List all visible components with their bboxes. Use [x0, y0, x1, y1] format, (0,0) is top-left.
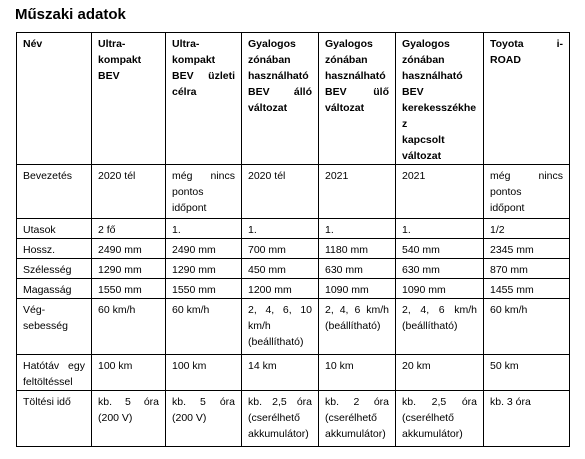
cell-line: 1290 mm [98, 264, 142, 276]
table-cell [484, 259, 570, 279]
table-cell [242, 279, 319, 299]
cell-line: akkumulátor) [325, 428, 386, 440]
table-header-row [17, 33, 570, 165]
cell-line: 2, 4, 6, 10 [248, 304, 312, 316]
cell-text [248, 302, 312, 350]
table-cell [166, 355, 242, 391]
column-header [242, 33, 319, 165]
cell-text [98, 302, 159, 318]
cell-text [23, 262, 85, 278]
cell-line: Gyalogos [402, 38, 450, 50]
cell-line: 1090 mm [325, 284, 369, 296]
table-cell [166, 391, 242, 447]
cell-text [23, 222, 85, 238]
cell-line: 2345 mm [490, 244, 534, 256]
cell-text [325, 394, 389, 442]
cell-line: Utasok [23, 224, 56, 236]
cell-text [172, 358, 235, 374]
cell-text [248, 242, 312, 258]
cell-text [98, 222, 159, 238]
cell-line: változat [402, 150, 442, 162]
cell-text [325, 358, 389, 374]
cell-line: 870 mm [490, 264, 528, 276]
cell-text [490, 282, 563, 298]
cell-text [172, 242, 235, 258]
table-row [17, 165, 570, 219]
cell-line: 2020 tél [98, 170, 136, 182]
cell-line: BEV álló [248, 86, 312, 98]
cell-text [98, 168, 159, 184]
table-cell [396, 165, 484, 219]
table-cell [484, 279, 570, 299]
cell-line: zónában [248, 54, 291, 66]
cell-text [23, 394, 85, 410]
cell-text [325, 36, 389, 116]
cell-line: pontos [172, 186, 204, 198]
cell-text [325, 222, 389, 238]
table-cell [242, 219, 319, 239]
cell-text [248, 282, 312, 298]
cell-line: 1455 mm [490, 284, 534, 296]
cell-line: BEV [98, 70, 120, 82]
cell-line: 1180 mm [325, 244, 368, 256]
cell-text [490, 394, 563, 410]
cell-line: (beállítható) [325, 320, 381, 332]
column-header [396, 33, 484, 165]
cell-text [248, 358, 312, 374]
cell-line: kapcsolt [402, 134, 445, 146]
cell-line: kb. 2,5 óra [248, 396, 312, 408]
cell-text [490, 222, 563, 238]
cell-line: kb. 5 óra [98, 396, 159, 408]
cell-line: 2, 4, 6 km/h [402, 304, 477, 316]
cell-text [248, 222, 312, 238]
cell-line: célra [172, 86, 197, 98]
cell-line: (200 V) [172, 412, 207, 424]
cell-text [23, 36, 85, 52]
row-label [17, 355, 92, 391]
table-cell [396, 219, 484, 239]
cell-line: Toyota i- [490, 38, 563, 50]
cell-line: használható [325, 70, 386, 82]
cell-text [172, 168, 235, 216]
table-cell [242, 299, 319, 355]
cell-line: km/h [248, 320, 271, 332]
cell-line: használható [248, 70, 309, 82]
cell-text [402, 302, 477, 334]
cell-line: pontos [490, 186, 522, 198]
table-cell [484, 219, 570, 239]
cell-line: feltöltéssel [23, 376, 73, 388]
column-header [92, 33, 166, 165]
cell-line: 2490 mm [98, 244, 142, 256]
table-cell [319, 299, 396, 355]
table-cell [484, 165, 570, 219]
table-cell [484, 239, 570, 259]
table-cell [242, 259, 319, 279]
cell-text [402, 394, 477, 442]
cell-line: Bevezetés [23, 170, 73, 182]
table-cell [319, 391, 396, 447]
cell-text [325, 282, 389, 298]
cell-text [172, 222, 235, 238]
table-cell [242, 391, 319, 447]
cell-text [172, 36, 235, 100]
cell-line: 630 mm [402, 264, 440, 276]
cell-line: 100 km [98, 360, 133, 372]
cell-line: Gyalogos [248, 38, 296, 50]
cell-line: BEV üzleti [172, 70, 235, 82]
table-row [17, 299, 570, 355]
cell-text [23, 302, 85, 334]
table-cell [396, 299, 484, 355]
cell-line: BEV ülő [325, 86, 389, 98]
cell-line: Magasság [23, 284, 72, 296]
cell-line: 50 km [490, 360, 519, 372]
page-title: Műszaki adatok [15, 6, 126, 23]
cell-line: (200 V) [98, 412, 133, 424]
table-cell [319, 259, 396, 279]
cell-line: kb. 5 óra [172, 396, 235, 408]
cell-text [325, 168, 389, 184]
table-cell [319, 355, 396, 391]
cell-line: (beállítható) [248, 336, 304, 348]
cell-line: még nincs [172, 170, 235, 182]
cell-text [490, 262, 563, 278]
row-label [17, 259, 92, 279]
cell-text [172, 394, 235, 426]
cell-line: 450 mm [248, 264, 286, 276]
cell-line: 540 mm [402, 244, 440, 256]
cell-line: BEV [402, 86, 424, 98]
table-cell [166, 279, 242, 299]
cell-text [402, 282, 477, 298]
table-cell [242, 239, 319, 259]
table-body [17, 165, 570, 447]
cell-line: (cserélhető [402, 412, 454, 424]
table-cell [484, 355, 570, 391]
cell-line: 1. [172, 224, 181, 236]
table-cell [92, 391, 166, 447]
cell-line: 1/2 [490, 224, 505, 236]
cell-line: 60 km/h [98, 304, 136, 316]
cell-line: kompakt [98, 54, 142, 66]
cell-text [98, 36, 159, 84]
table-cell [166, 165, 242, 219]
table-cell [319, 165, 396, 219]
table-row [17, 355, 570, 391]
cell-text [23, 282, 85, 298]
column-header [319, 33, 396, 165]
cell-text [490, 242, 563, 258]
table-cell [242, 165, 319, 219]
cell-text [490, 302, 563, 318]
cell-text [402, 358, 477, 374]
cell-line: zónában [325, 54, 368, 66]
cell-text [490, 358, 563, 374]
table-cell [484, 299, 570, 355]
cell-line: időpont [490, 202, 525, 214]
cell-text [172, 262, 235, 278]
column-header [484, 33, 570, 165]
row-label [17, 219, 92, 239]
cell-text [402, 242, 477, 258]
cell-line: kb. 2,5 óra [402, 396, 477, 408]
cell-text [98, 394, 159, 426]
cell-text [402, 168, 477, 184]
cell-line: kerekesszékhez [402, 102, 477, 130]
cell-line: ROAD [490, 54, 521, 66]
cell-line: (beállítható) [402, 320, 458, 332]
table-cell [396, 279, 484, 299]
cell-line: akkumulátor) [402, 428, 463, 440]
cell-line: változat [248, 102, 288, 114]
cell-text [98, 242, 159, 258]
row-label [17, 391, 92, 447]
table-cell [92, 165, 166, 219]
table-cell [242, 355, 319, 391]
table-cell [92, 259, 166, 279]
cell-text [98, 262, 159, 278]
table-row [17, 259, 570, 279]
table-row [17, 219, 570, 239]
table-cell [484, 391, 570, 447]
cell-line: Töltési idő [23, 396, 71, 408]
table-cell [319, 279, 396, 299]
cell-text [402, 222, 477, 238]
cell-line: Vég- [23, 304, 46, 316]
table-row [17, 279, 570, 299]
cell-line: még nincs [490, 170, 563, 182]
column-header [17, 33, 92, 165]
cell-line: Gyalogos [325, 38, 373, 50]
row-label [17, 239, 92, 259]
column-header [166, 33, 242, 165]
table-cell [319, 239, 396, 259]
cell-line: 14 km [248, 360, 277, 372]
cell-line: Hossz. [23, 244, 56, 256]
table-cell [92, 239, 166, 259]
cell-text [402, 262, 477, 278]
table-cell [92, 219, 166, 239]
cell-line: (cserélhető [248, 412, 300, 424]
cell-line: zónában [402, 54, 445, 66]
table-row [17, 239, 570, 259]
cell-line: 1200 mm [248, 284, 292, 296]
cell-text [172, 282, 235, 298]
cell-line: Ultra- [98, 38, 126, 50]
cell-line: akkumulátor) [248, 428, 309, 440]
cell-line: 2020 tél [248, 170, 286, 182]
cell-line: Szélesség [23, 264, 72, 276]
cell-line: 1. [402, 224, 411, 236]
cell-text [402, 36, 477, 164]
table-cell [396, 355, 484, 391]
cell-line: 20 km [402, 360, 431, 372]
row-label [17, 165, 92, 219]
cell-line: 1. [325, 224, 334, 236]
cell-text [248, 262, 312, 278]
table-cell [166, 259, 242, 279]
table-cell [166, 239, 242, 259]
cell-line: 60 km/h [490, 304, 528, 316]
cell-text [490, 168, 563, 216]
cell-line: használható [402, 70, 463, 82]
table-cell [92, 355, 166, 391]
table-row [17, 391, 570, 447]
cell-line: 1090 mm [402, 284, 446, 296]
row-label [17, 279, 92, 299]
cell-line: 630 mm [325, 264, 363, 276]
cell-text [98, 282, 159, 298]
cell-line: 2, 4, 6 km/h [325, 304, 389, 316]
table-cell [92, 279, 166, 299]
table-cell [396, 239, 484, 259]
cell-text [490, 36, 563, 68]
cell-text [248, 36, 312, 116]
cell-line: változat [325, 102, 365, 114]
cell-line: Ultra- [172, 38, 200, 50]
cell-line: 2021 [325, 170, 349, 182]
cell-line: 2021 [402, 170, 426, 182]
cell-line: 2 fő [98, 224, 116, 236]
cell-text [325, 242, 389, 258]
cell-text [98, 358, 159, 374]
table-cell [166, 219, 242, 239]
cell-text [248, 394, 312, 442]
cell-line: időpont [172, 202, 207, 214]
cell-text [325, 262, 389, 278]
cell-line: 1. [248, 224, 257, 236]
table-cell [319, 219, 396, 239]
cell-line: sebesség [23, 320, 68, 332]
table-cell [396, 391, 484, 447]
table-cell [396, 259, 484, 279]
cell-line: 1290 mm [172, 264, 216, 276]
table-cell [166, 299, 242, 355]
cell-text [172, 302, 235, 318]
specs-table [16, 32, 570, 447]
row-label [17, 299, 92, 355]
cell-text [248, 168, 312, 184]
cell-line: 100 km [172, 360, 207, 372]
table-cell [92, 299, 166, 355]
cell-line: 60 km/h [172, 304, 210, 316]
cell-line: kompakt [172, 54, 216, 66]
cell-text [23, 242, 85, 258]
cell-line: (cserélhető [325, 412, 377, 424]
cell-line: kb. 2 óra [325, 396, 389, 408]
cell-line: kb. 3 óra [490, 396, 531, 408]
cell-text [325, 302, 389, 334]
cell-line: Hatótáv egy [23, 360, 85, 372]
cell-text [23, 168, 85, 184]
cell-line: 1550 mm [98, 284, 142, 296]
cell-line: Név [23, 38, 43, 50]
cell-text [23, 358, 85, 390]
cell-line: 2490 mm [172, 244, 216, 256]
cell-line: 1550 mm [172, 284, 216, 296]
cell-line: 700 mm [248, 244, 286, 256]
cell-line: 10 km [325, 360, 354, 372]
